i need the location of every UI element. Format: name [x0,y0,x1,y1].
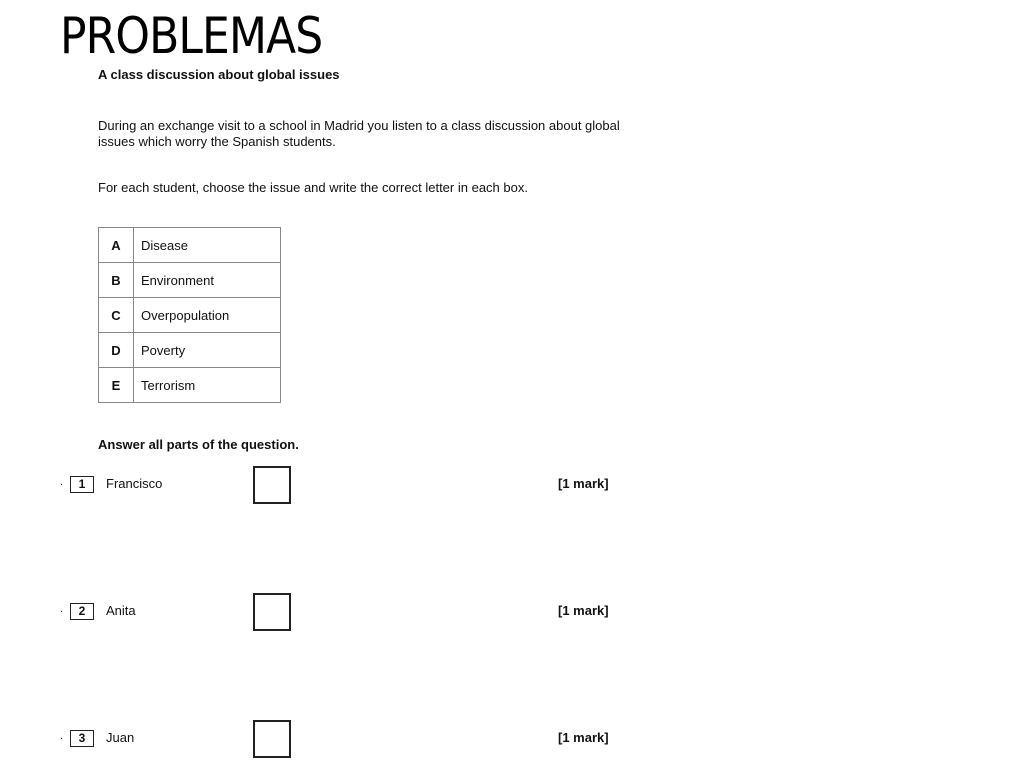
options-table [98,227,281,403]
question-number: 1 [70,476,94,493]
option-letter: A [99,228,134,263]
student-name: Juan [106,730,135,745]
option-issue: Environment [134,263,281,298]
answer-box[interactable] [253,466,291,504]
option-issue: Terrorism [134,368,281,403]
option-row [99,298,281,333]
option-letter: E [99,368,134,403]
option-issue: Overpopulation [134,298,281,333]
option-row [99,263,281,298]
page-title: PROBLEMAS [60,7,323,65]
question-row [0,720,1024,760]
question-row [0,466,1024,506]
option-letter: B [99,263,134,298]
answer-box[interactable] [253,720,291,758]
intro-text: During an exchange visit to a school in Madrid you listen to a class discussion about global issues which worry the Spanish students. [98,118,620,149]
mark-label: [1 mark] [558,603,609,618]
question-prefix: . [60,603,64,615]
option-letter: C [99,298,134,333]
student-name: Anita [106,603,136,618]
question-number: 2 [70,603,94,620]
option-row [99,333,281,368]
question-prefix: . [60,730,64,742]
option-issue: Disease [134,228,281,263]
option-issue: Poverty [134,333,281,368]
answer-box[interactable] [253,593,291,631]
instruction-text: For each student, choose the issue and write the correct letter in each box. [98,180,528,195]
question-prefix: . [60,476,64,488]
question-number: 3 [70,730,94,747]
option-row [99,368,281,403]
answer-all-text: Answer all parts of the question. [98,437,299,452]
mark-label: [1 mark] [558,730,609,745]
mark-label: [1 mark] [558,476,609,491]
student-name: Francisco [106,476,163,491]
option-letter: D [99,333,134,368]
question-row [0,593,1024,633]
option-row [99,228,281,263]
question-heading: A class discussion about global issues [98,67,340,82]
